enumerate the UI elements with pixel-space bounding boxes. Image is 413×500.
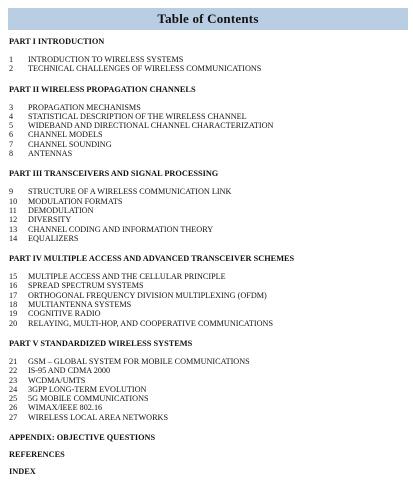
chapter-number: 16 bbox=[9, 281, 18, 291]
chapter-title: STATISTICAL DESCRIPTION OF THE WIRELESS CHANNEL bbox=[28, 111, 247, 121]
chapter-item bbox=[9, 206, 409, 215]
chapter-number: 8 bbox=[9, 149, 14, 159]
chapter-item bbox=[9, 366, 409, 375]
chapter-item bbox=[9, 130, 409, 139]
part-heading: PART II WIRELESS PROPAGATION CHANNELS bbox=[9, 84, 196, 94]
chapter-number: 9 bbox=[9, 187, 14, 197]
chapter-list bbox=[9, 187, 409, 243]
chapter-item bbox=[9, 215, 409, 224]
chapter-title: ANTENNAS bbox=[28, 149, 73, 159]
part-heading: PART III TRANSCEIVERS AND SIGNAL PROCESSING bbox=[9, 169, 219, 179]
chapter-number: 1 bbox=[9, 55, 14, 64]
chapter-item bbox=[9, 376, 409, 385]
chapter-number: 15 bbox=[9, 272, 18, 282]
chapter-number: 14 bbox=[9, 233, 18, 243]
chapter-number: 26 bbox=[9, 403, 18, 413]
chapter-item bbox=[9, 225, 409, 234]
chapter-title: COGNITIVE RADIO bbox=[28, 309, 101, 319]
part-heading: PART I INTRODUCTION bbox=[9, 37, 105, 46]
chapter-item bbox=[9, 281, 409, 290]
chapter-number: 19 bbox=[9, 309, 18, 319]
chapter-title: EQUALIZERS bbox=[28, 233, 79, 243]
part-section-5 bbox=[9, 339, 409, 422]
chapter-title: DIVERSITY bbox=[28, 215, 72, 225]
chapter-title: WIRELESS LOCAL AREA NETWORKS bbox=[28, 412, 169, 422]
chapter-title: WCDMA/UMTS bbox=[28, 375, 86, 385]
chapter-title: ORTHOGONAL FREQUENCY DIVISION MULTIPLEXING (OFDM) bbox=[28, 290, 267, 300]
chapter-item bbox=[9, 291, 409, 300]
chapter-number: 27 bbox=[9, 412, 18, 422]
chapter-number: 22 bbox=[9, 366, 18, 376]
chapter-item bbox=[9, 103, 409, 112]
chapter-number: 21 bbox=[9, 356, 18, 366]
chapter-title: CHANNEL SOUNDING bbox=[28, 139, 112, 149]
chapter-number: 25 bbox=[9, 394, 18, 404]
chapter-item bbox=[9, 394, 409, 403]
chapter-item bbox=[9, 300, 409, 309]
chapter-item bbox=[9, 309, 409, 318]
part-section-3 bbox=[9, 169, 409, 243]
chapter-number: 23 bbox=[9, 375, 18, 385]
toc-content bbox=[9, 37, 409, 484]
chapter-title: 3GPP LONG-TERM EVOLUTION bbox=[28, 384, 147, 394]
chapter-list bbox=[9, 272, 409, 328]
chapter-title: GSM – GLOBAL SYSTEM FOR MOBILE COMMUNICATIONS bbox=[28, 356, 250, 366]
chapter-item bbox=[9, 187, 409, 196]
chapter-item bbox=[9, 197, 409, 206]
chapter-item bbox=[9, 272, 409, 281]
chapter-title: RELAYING, MULTI-HOP, AND COOPERATIVE COMMUNICATIONS bbox=[28, 318, 274, 328]
part-section-4 bbox=[9, 254, 409, 328]
chapter-item bbox=[9, 319, 409, 328]
chapter-number: 11 bbox=[9, 205, 17, 215]
chapter-title: CHANNEL CODING AND INFORMATION THEORY bbox=[28, 224, 214, 234]
chapter-item bbox=[9, 112, 409, 121]
chapter-title: CHANNEL MODELS bbox=[28, 130, 103, 140]
chapter-title: MODULATION FORMATS bbox=[28, 196, 123, 206]
chapter-number: 17 bbox=[9, 290, 18, 300]
chapter-item bbox=[9, 403, 409, 412]
chapter-item bbox=[9, 385, 409, 394]
chapter-list bbox=[9, 103, 409, 159]
chapter-list bbox=[9, 357, 409, 422]
chapter-title: DEMODULATION bbox=[28, 205, 94, 215]
chapter-number: 20 bbox=[9, 318, 18, 328]
chapter-title: INTRODUCTION TO WIRELESS SYSTEMS bbox=[28, 55, 184, 64]
chapter-title: STRUCTURE OF A WIRELESS COMMUNICATION LINK bbox=[28, 187, 232, 197]
chapter-number: 10 bbox=[9, 196, 18, 206]
chapter-number: 12 bbox=[9, 215, 18, 225]
chapter-item bbox=[9, 357, 409, 366]
chapter-number: 7 bbox=[9, 139, 14, 149]
chapter-number: 5 bbox=[9, 121, 14, 131]
chapter-title: MULTIPLE ACCESS AND THE CELLULAR PRINCIPLE bbox=[28, 272, 226, 282]
chapter-title: SPREAD SPECTRUM SYSTEMS bbox=[28, 281, 144, 291]
endmatter-appendix: APPENDIX: OBJECTIVE QUESTIONS bbox=[9, 433, 156, 443]
chapter-list bbox=[9, 55, 409, 74]
chapter-number: 13 bbox=[9, 224, 18, 234]
chapter-title: WIMAX/IEEE 802.16 bbox=[28, 403, 103, 413]
part-section-1 bbox=[9, 37, 409, 74]
chapter-title: 5G MOBILE COMMUNICATIONS bbox=[28, 394, 149, 404]
chapter-item bbox=[9, 149, 409, 158]
endmatter-references: REFERENCES bbox=[9, 450, 65, 460]
chapter-title: WIDEBAND AND DIRECTIONAL CHANNEL CHARACTERIZATION bbox=[28, 121, 274, 131]
chapter-title: IS-95 AND CDMA 2000 bbox=[28, 366, 111, 376]
chapter-item bbox=[9, 140, 409, 149]
page-title: Table of Contents bbox=[157, 11, 259, 26]
chapter-item bbox=[9, 55, 409, 64]
chapter-number: 4 bbox=[9, 111, 14, 121]
endmatter-index: INDEX bbox=[9, 467, 36, 477]
chapter-item bbox=[9, 234, 409, 243]
chapter-number: 3 bbox=[9, 102, 14, 112]
chapter-item bbox=[9, 64, 409, 73]
part-heading: PART V STANDARDIZED WIRELESS SYSTEMS bbox=[9, 338, 193, 348]
chapter-number: 18 bbox=[9, 300, 18, 310]
chapter-number: 24 bbox=[9, 384, 18, 394]
part-heading: PART IV MULTIPLE ACCESS AND ADVANCED TRANSCEIVER SCHEMES bbox=[9, 254, 295, 264]
chapter-number: 6 bbox=[9, 130, 14, 140]
chapter-item bbox=[9, 413, 409, 422]
chapter-title: TECHNICAL CHALLENGES OF WIRELESS COMMUNICATIONS bbox=[28, 64, 262, 74]
chapter-number: 2 bbox=[9, 64, 14, 74]
chapter-item bbox=[9, 121, 409, 130]
chapter-title: MULTIANTENNA SYSTEMS bbox=[28, 300, 132, 310]
part-section-2 bbox=[9, 85, 409, 159]
title-banner bbox=[8, 8, 408, 30]
chapter-title: PROPAGATION MECHANISMS bbox=[28, 102, 141, 112]
